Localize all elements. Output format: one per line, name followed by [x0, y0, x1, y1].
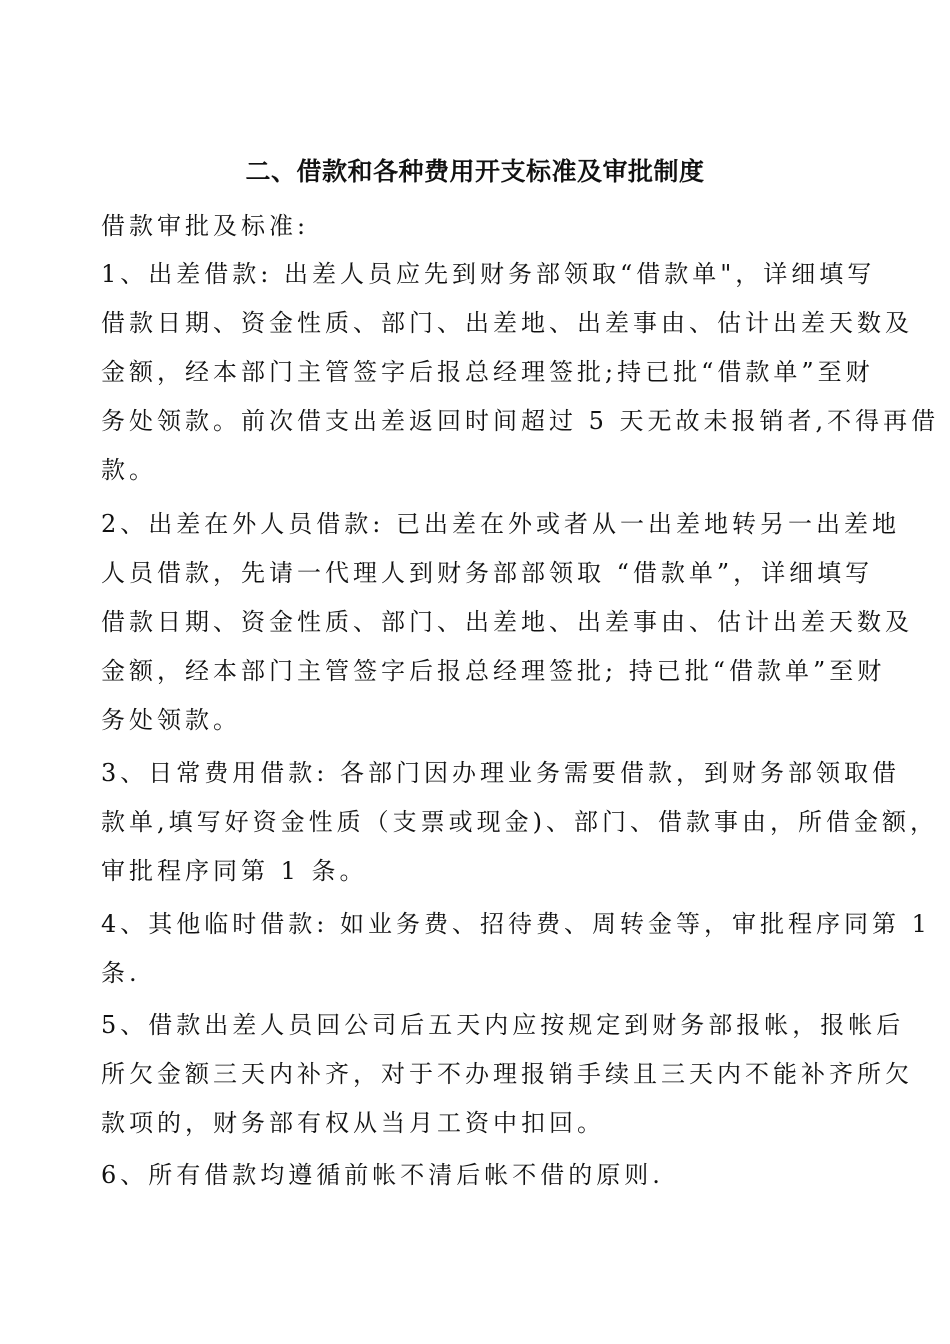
paragraph-1-line-3: 金额，经本部门主管签字后报总经理签批;持已批“借款单”至财 — [101, 358, 874, 386]
paragraph-1-line-1: 1、出差借款: 出差人员应先到财务部领取“借款单"，详细填写 — [101, 260, 876, 288]
paragraph-1-line-5: 款。 — [101, 456, 157, 484]
paragraph-5-line-2: 所欠金额三天内补齐，对于不办理报销手续且三天内不能补齐所欠 — [101, 1060, 913, 1088]
paragraph-1-line-2: 借款日期、资金性质、部门、出差地、出差事由、估计出差天数及 — [101, 309, 913, 337]
paragraph-4-line-2: 条. — [101, 959, 141, 987]
paragraph-2-line-5: 务处领款。 — [101, 706, 241, 734]
paragraph-6-line-1: 6、所有借款均遵循前帐不清后帐不借的原则. — [101, 1161, 664, 1189]
paragraph-4-line-1: 4、其他临时借款: 如业务费、招待费、周转金等，审批程序同第 1 — [101, 910, 931, 938]
paragraph-1-line-4: 务处领款。前次借支出差返回时间超过 5 天无故未报销者,不得再借 — [101, 407, 940, 435]
paragraph-2-line-1: 2、出差在外人员借款: 已出差在外或者从一出差地转另一出差地 — [101, 510, 900, 538]
paragraph-3-line-1: 3、日常费用借款: 各部门因办理业务需要借款，到财务部领取借 — [101, 759, 900, 787]
paragraph-3-line-3: 审批程序同第 1 条。 — [101, 857, 368, 885]
paragraph-2-line-3: 借款日期、资金性质、部门、出差地、出差事由、估计出差天数及 — [101, 608, 913, 636]
paragraph-5-line-1: 5、借款出差人员回公司后五天内应按规定到财务部报帐，报帐后 — [101, 1011, 905, 1039]
paragraph-2-line-2: 人员借款，先请一代理人到财务部部领取 “借款单”，详细填写 — [101, 559, 874, 587]
paragraph-2-line-4: 金额，经本部门主管签字后报总经理签批; 持已批“借款单”至财 — [101, 657, 886, 685]
paragraph-5-line-3: 款项的，财务部有权从当月工资中扣回。 — [101, 1109, 605, 1137]
document-title: 二、借款和各种费用开支标准及审批制度 — [245, 157, 705, 186]
intro-line: 借款审批及标准: — [101, 212, 310, 240]
paragraph-3-line-2: 款单,填写好资金性质（支票或现金)、部门、借款事由，所借金额， — [101, 808, 938, 836]
